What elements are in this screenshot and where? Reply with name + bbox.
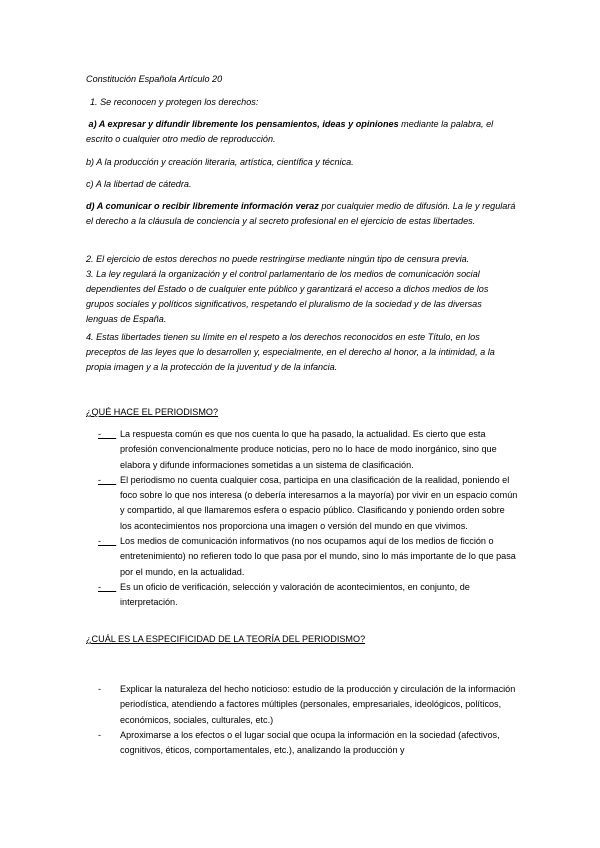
list-dash: - xyxy=(98,729,102,740)
article-paragraph-4: 4. Estas libertades tienen su límite en el respeto a los derechos reconocidos en este Título, en los preceptos de las leyes que lo desarrollen y, especialmente, en el derecho al honor, a la intimidad, a la propia imagen y a la protección de la juventud y de la infancia. xyxy=(86,332,495,372)
article-item-b: b) A la producción y creación literaria, artística, científica y técnica. xyxy=(86,157,354,167)
list-item-text: Explicar la naturaleza del hecho noticioso: estudio de la producción y circulación de la información periodística, atendiendo a factores múltiples (personales, empresariales, ideológicos, políticos, económicos, sociales, culturales, etc.) xyxy=(120,684,516,725)
article-title: Constitución Española Artículo 20 xyxy=(86,74,223,84)
list-item xyxy=(98,728,518,759)
article-paragraph-1: 1. Se reconocen y protegen los derechos: xyxy=(90,97,259,107)
article-item-a xyxy=(86,117,516,147)
list-dash: - xyxy=(98,581,117,592)
article-item-d-rest: por cualquier medio de difusión. La le y regulará el derecho a la cláusula de conciencia y al secreto profesional en el ejercicio de estas libertades. xyxy=(86,201,516,226)
list-dash: - xyxy=(98,684,102,694)
article-item-a-bold: a) A expresar y difundir libremente los pensamientos, ideas y opiniones xyxy=(88,119,399,129)
list-item xyxy=(98,473,518,534)
section-heading-especificidad: ¿CUÁL ES LA ESPECIFICIDAD DE LA TEORÍA DEL PERIODISMO? xyxy=(86,634,366,644)
article-item-a-rest: mediante la palabra, el escrito o cualquier otro medio de reproducción. xyxy=(86,119,494,144)
section-heading-que-hace: ¿QUÉ HACE EL PERIODISMO? xyxy=(86,407,219,417)
section-list-que-hace xyxy=(98,427,518,611)
list-item-text: Aproximarse a los efectos o el lugar social que ocupa la información en la sociedad (afectivos, cognitivos, éticos, comportamentales, etc.), analizando la producción y xyxy=(120,729,500,756)
list-item-text: El periodismo no cuenta cualquier cosa, participa en una clasificación de la realidad, poniendo el foco sobre lo que nos interesa (o debería interesarnos a la mayoría) por vivir en un espacio común y compartido, al que llamaremos esfera o espacio público. Clasificando y poniendo orden sobre los acontecimientos nos proporciona una imagen o versión del mundo en que vivimos. xyxy=(120,474,518,531)
section-list-especificidad xyxy=(98,682,518,758)
list-item xyxy=(98,427,518,473)
article-paragraph-2: 2. El ejercicio de estos derechos no puede restringirse mediante ningún tipo de censura previa. xyxy=(86,254,470,264)
list-item-text: La respuesta común es que nos cuenta lo que ha pasado, la actualidad. Es cierto que esta profesión convencionalmente produce noticias, pero no lo hace de modo inorgánico, sino que elabora y difunde informaciones sometidas a un sistema de clasificación. xyxy=(120,429,497,470)
list-item xyxy=(98,580,518,611)
list-dash: - xyxy=(98,429,117,439)
article-item-d xyxy=(86,199,516,229)
list-item-text: Los medios de comunicación informativos (no nos ocupamos aquí de los medios de ficción o entretenimiento) no refieren todo lo que pasa por el mundo, sino lo más importante de lo que pasa por el mundo, en la actualidad. xyxy=(120,536,516,577)
list-dash: - xyxy=(98,474,117,485)
list-item-text: Es un oficio de verificación, selección y valoración de acontecimientos, en conjunto, de interpretación. xyxy=(120,581,470,608)
list-dash: - xyxy=(98,536,117,547)
article-paragraph-3: 3. La ley regulará la organización y el control parlamentario de los medios de comunicación social dependientes del Estado o de cualquier ente público y garantizará el acceso a dichos medios de los grupos sociales y políticos significativos, respetando el pluralismo de la sociedad y de las diversas lenguas de España. xyxy=(86,269,489,324)
list-item xyxy=(98,682,518,728)
article-item-d-bold: d) A comunicar o recibir libremente información veraz xyxy=(86,201,319,211)
article-item-c: c) A la libertad de cátedra. xyxy=(86,179,192,189)
list-item xyxy=(98,534,518,580)
